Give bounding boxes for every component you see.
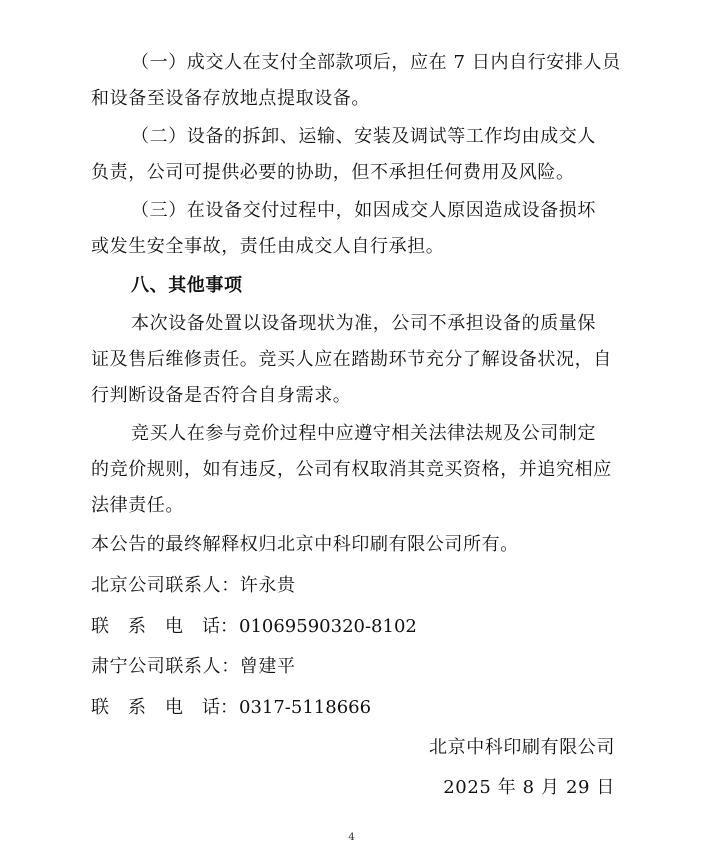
phone-label: 联 系 电 话： (91, 616, 238, 637)
other-p2-line-3: 法律责任。 (91, 495, 184, 516)
clause-1-line-2: 和设备至设备存放地点提取设备。 (91, 88, 370, 109)
suning-phone-number: 0317-5118666 (239, 697, 372, 718)
clause-1-line-1: （一）成交人在支付全部款项后，应在 7 日内自行安排人员 (131, 52, 621, 73)
beijing-phone-number: 01069590320-8102 (239, 616, 417, 637)
signature-company: 北京中科印刷有限公司 (429, 737, 615, 758)
other-p2-line-2: 的竞价规则，如有违反，公司有权取消其竞买资格，并追究相应 (91, 459, 612, 480)
clause-3-line-2: 或发生安全事故，责任由成交人自行承担。 (91, 236, 445, 257)
suning-phone-row (91, 697, 371, 719)
signature-date: 2025 年 8 月 29 日 (443, 777, 615, 798)
beijing-contact: 北京公司联系人：许永贵 (91, 575, 296, 596)
clause-2-line-1: （二）设备的拆卸、运输、安装及调试等工作均由成交人 (131, 126, 596, 147)
phone-label: 联 系 电 话： (91, 697, 238, 718)
clause-3-line-1: （三）在设备交付过程中，如因成交人原因造成设备损坏 (131, 200, 596, 221)
beijing-phone-row (91, 616, 417, 638)
other-p1-line-1: 本次设备处置以设备现状为准，公司不承担设备的质量保 (131, 313, 596, 334)
other-p1-line-2: 证及售后维修责任。竞买人应在踏勘环节充分了解设备状况，自 (91, 349, 612, 370)
clause-2-line-2: 负责，公司可提供必要的协助，但不承担任何费用及风险。 (91, 162, 575, 183)
interpretation-notice: 本公告的最终解释权归北京中科印刷有限公司所有。 (91, 534, 519, 555)
suning-contact: 肃宁公司联系人：曾建平 (91, 656, 296, 677)
other-p1-line-3: 行判断设备是否符合自身需求。 (91, 385, 352, 406)
section-heading: 八、其他事项 (131, 275, 243, 296)
other-p2-line-1: 竞买人在参与竞价过程中应遵守相关法律法规及公司制定 (131, 423, 596, 444)
page-number: 4 (348, 832, 355, 843)
